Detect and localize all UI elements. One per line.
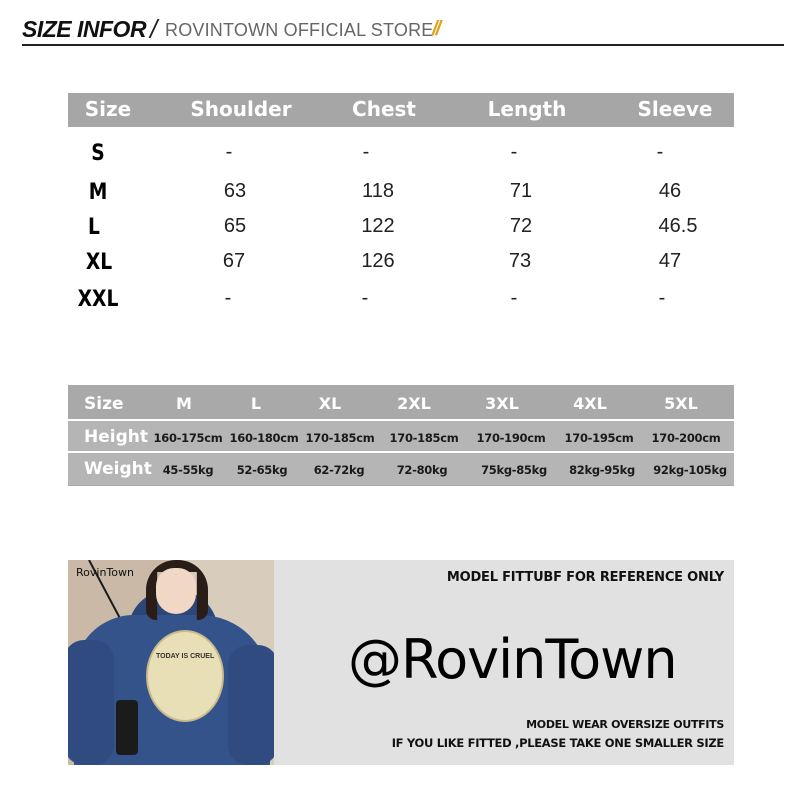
fit-size-cell: XL: [318, 394, 342, 413]
fit-weight-row: [68, 453, 734, 485]
accent-mark: //: [432, 18, 440, 40]
model-banner: [68, 560, 734, 765]
shoulder-cell: 65: [223, 215, 247, 237]
chest-cell: 118: [362, 180, 394, 202]
column-header-chest: Chest: [352, 97, 416, 121]
sleeve-cell: 46.5: [658, 215, 698, 237]
fit-size-cell: M: [176, 394, 192, 413]
sleeve-cell: 46: [658, 180, 682, 202]
height-cell: 170-185cm: [389, 431, 459, 445]
length-cell: 72: [509, 215, 533, 237]
weight-cell: 75kg-85kg: [481, 463, 547, 477]
height-cell: 160-175cm: [153, 431, 223, 445]
chest-cell: -: [361, 287, 369, 309]
weight-cell: 82kg-95kg: [569, 463, 635, 477]
column-header-shoulder: Shoulder: [190, 97, 292, 121]
fit-height-row: [68, 421, 734, 453]
height-cell: 170-185cm: [305, 431, 375, 445]
height-cell: 170-190cm: [476, 431, 546, 445]
size-cell: L: [88, 215, 100, 240]
fit-height-label: Height: [84, 427, 148, 447]
length-cell: -: [510, 141, 518, 163]
size-cell: XL: [85, 250, 113, 275]
weight-cell: 52-65kg: [236, 463, 288, 477]
shoulder-cell: 63: [223, 180, 247, 202]
size-info-title: SIZE INFOR: [22, 16, 147, 42]
fit-size-cell: 5XL: [664, 394, 698, 413]
size-cell: XXL: [77, 287, 119, 312]
table-row: [68, 141, 734, 175]
length-cell: 71: [509, 180, 533, 202]
fitted-size-note: IF YOU LIKE FITTED ,PLEASE TAKE ONE SMALLER SIZE: [391, 736, 724, 750]
weight-cell: 62-72kg: [313, 463, 365, 477]
chest-cell: 122: [361, 215, 395, 237]
fit-size-label: Size: [84, 394, 124, 414]
table-row: [68, 180, 734, 214]
page-header: [22, 14, 784, 46]
chest-cell: 126: [361, 250, 395, 272]
model-photo: [68, 560, 274, 765]
size-cell: S: [91, 141, 105, 166]
sleeve-cell: -: [658, 287, 666, 309]
column-header-sleeve: Sleeve: [637, 97, 713, 121]
table-row: [68, 215, 734, 249]
fit-size-row: [68, 387, 734, 419]
fit-size-cell: 4XL: [573, 394, 607, 413]
column-header-length: Length: [487, 97, 567, 121]
weight-cell: 72-80kg: [396, 463, 448, 477]
hoodie-sleeve-left: [68, 640, 114, 765]
title-slash: /: [150, 14, 158, 44]
length-cell: -: [510, 287, 518, 309]
chest-cell: -: [362, 141, 370, 163]
photo-brand-watermark: RovinTown: [76, 566, 134, 579]
table-row: [68, 287, 734, 321]
store-name: ROVINTOWN OFFICIAL STORE: [165, 20, 434, 40]
fit-size-cell: 3XL: [485, 394, 519, 413]
shoulder-cell: 67: [222, 250, 246, 272]
weight-cell: 92kg-105kg: [653, 463, 727, 477]
height-cell: 170-200cm: [651, 431, 721, 445]
oversize-note: MODEL WEAR OVERSIZE OUTFITS: [526, 718, 724, 731]
hoodie-print-patch: [146, 630, 224, 722]
fit-size-cell: L: [250, 394, 262, 413]
model-face: [156, 568, 196, 614]
sleeve-cell: -: [656, 141, 664, 163]
store-handle: @RovinTown: [348, 628, 677, 691]
size-cell: M: [88, 180, 108, 205]
column-header-size: Size: [84, 97, 132, 121]
shoulder-bag: [116, 700, 138, 755]
height-cell: 170-195cm: [564, 431, 634, 445]
reference-note: MODEL FITTUBF FOR REFERENCE ONLY: [446, 570, 724, 585]
patch-text: TODAY IS CRUEL: [156, 653, 215, 660]
shoulder-cell: -: [224, 287, 232, 309]
height-cell: 160-180cm: [229, 431, 299, 445]
fit-size-cell: 2XL: [397, 394, 431, 413]
hoodie-sleeve-right: [228, 645, 274, 765]
table-row: [68, 250, 734, 284]
fit-table: [68, 385, 734, 486]
size-table-header: [68, 93, 734, 127]
fit-weight-label: Weight: [84, 459, 152, 479]
length-cell: 73: [508, 250, 532, 272]
shoulder-cell: -: [225, 141, 233, 163]
weight-cell: 45-55kg: [162, 463, 214, 477]
sleeve-cell: 47: [658, 250, 682, 272]
